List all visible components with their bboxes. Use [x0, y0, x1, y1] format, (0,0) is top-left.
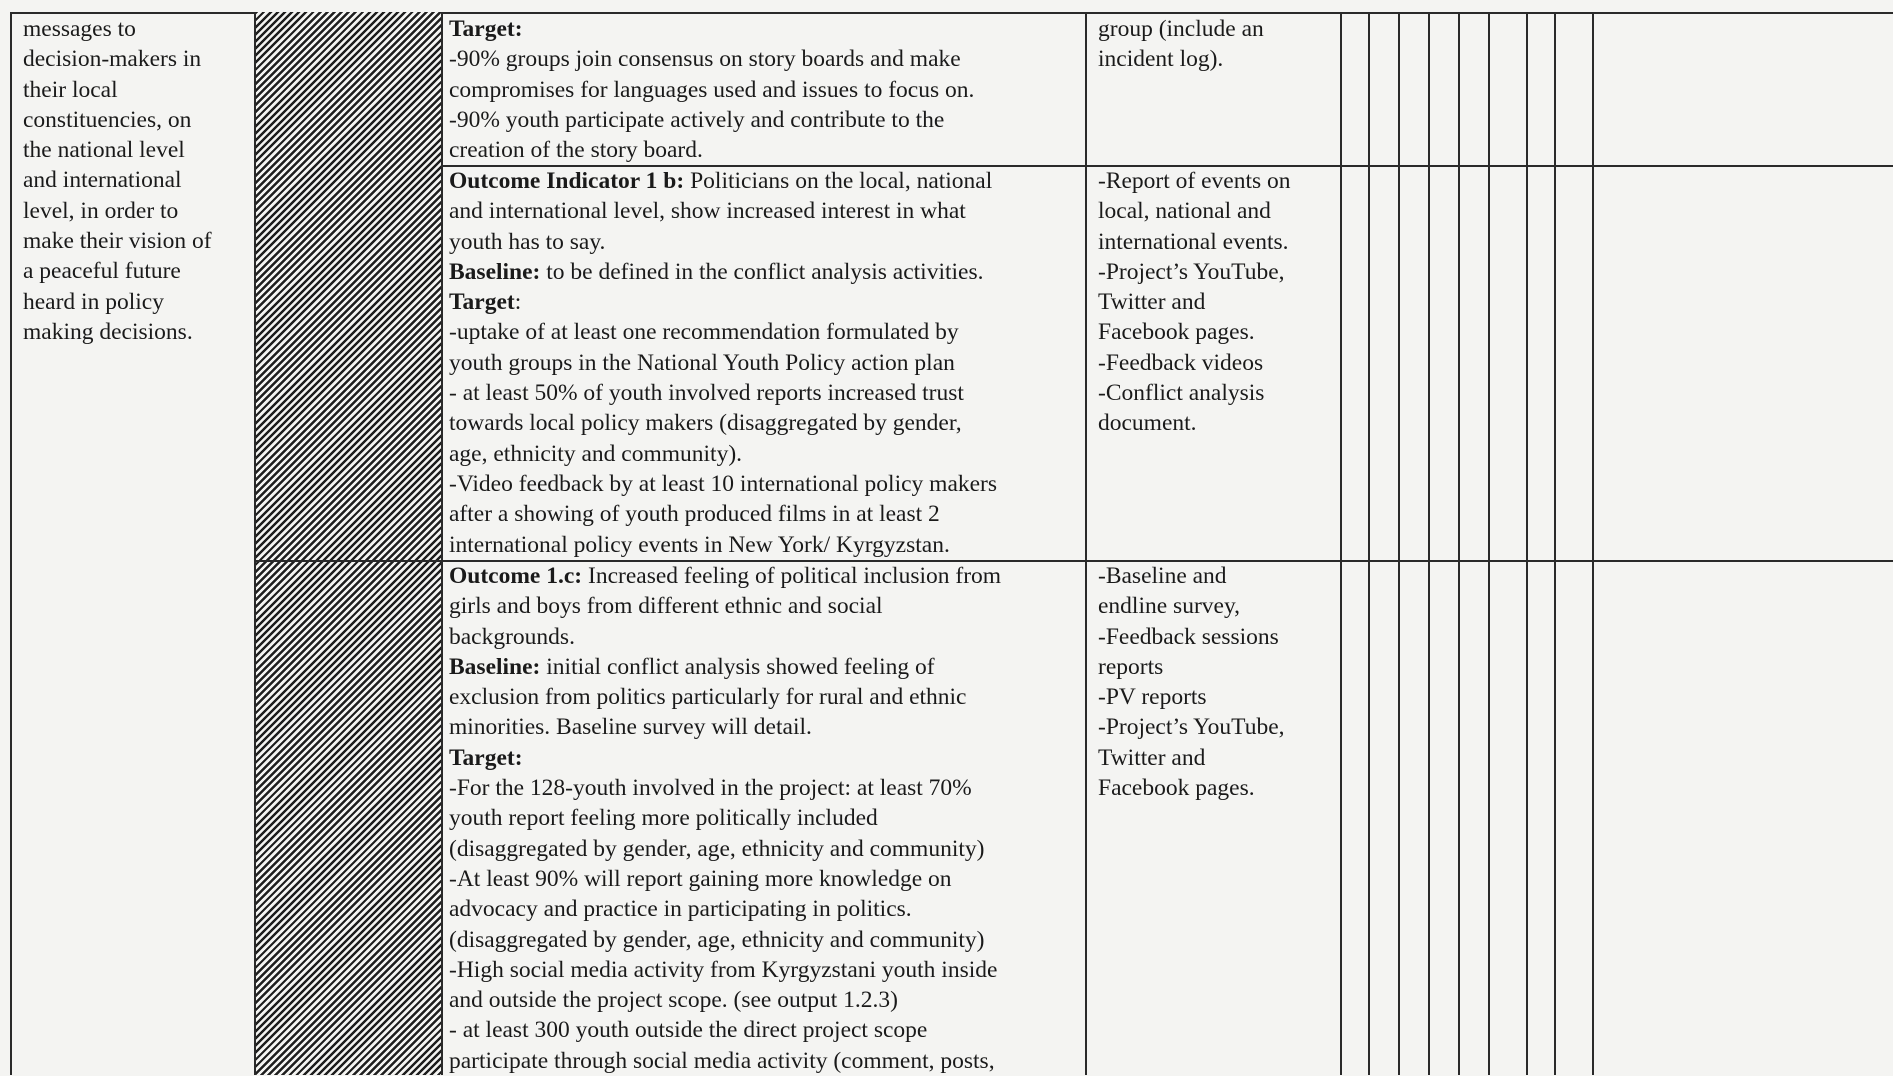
text-line: compromises for languages used and issues to focus on. — [449, 76, 975, 103]
text-line: international policy events in New York/ Kyrgyzstan. — [449, 531, 950, 558]
col-border-5 — [1368, 12, 1370, 1075]
col-border-8 — [1458, 12, 1460, 1075]
text-line: -Project’s YouTube, — [1098, 258, 1285, 285]
text-line: and international level, show increased interest in what — [449, 198, 966, 225]
text-line: -uptake of at least one recommendation formulated by — [449, 319, 959, 346]
col-border-2 — [441, 12, 443, 1075]
target-colon: : — [514, 289, 522, 316]
text-line: make their vision of — [23, 228, 212, 255]
text-line: -For the 128-youth involved in the project: at least 70% — [449, 775, 972, 802]
col-border-7 — [1428, 12, 1430, 1075]
text-line: youth has to say. — [449, 228, 606, 255]
text-line: Twitter and — [1098, 744, 1206, 771]
text-line: -Report of events on — [1098, 168, 1291, 194]
text-line: -Conflict analysis — [1098, 380, 1265, 407]
text-line: -At least 90% will report gaining more knowledge on — [449, 865, 952, 892]
text-line: -PV reports — [1098, 684, 1207, 711]
baseline-label: Baseline: — [449, 258, 541, 285]
col-border-6 — [1398, 12, 1400, 1075]
text-line: their local — [23, 76, 118, 103]
text-line: Twitter and — [1098, 289, 1206, 316]
text-line: making decisions. — [23, 318, 193, 345]
text-line: (disaggregated by gender, age, ethnicity and community) — [449, 835, 985, 862]
col-border-9 — [1488, 12, 1490, 1075]
text-line: age, ethnicity and community). — [449, 440, 743, 467]
text-line: -High social media activity from Kyrgyzstani youth inside — [449, 956, 998, 983]
text-line: after a showing of youth produced films in at least 2 — [449, 501, 940, 528]
row2-indicator-cell — [449, 166, 997, 560]
text-line: a peaceful future — [23, 258, 181, 285]
col-border-1 — [254, 12, 256, 1075]
text-line: towards local policy makers (disaggregated by gender, — [449, 410, 962, 437]
baseline-text: initial conflict analysis showed feeling of — [540, 653, 935, 680]
text-line: -90% groups join consensus on story boards and make — [449, 46, 961, 73]
baseline-text: to be defined in the conflict analysis activities. — [540, 258, 984, 285]
col-border-11 — [1554, 12, 1556, 1075]
text-line: document. — [1098, 410, 1197, 437]
row3-outcome-cell — [449, 561, 1001, 1076]
col-border-10 — [1526, 12, 1528, 1075]
indicator-text: Politicians on the local, national — [684, 168, 993, 194]
outcome-statement-cell — [23, 14, 212, 347]
text-line: -Feedback sessions — [1098, 623, 1279, 650]
text-line: and international — [23, 167, 182, 194]
text-line: participate through social media activity (comment, posts, — [449, 1047, 995, 1074]
text-line: exclusion from politics particularly for rural and ethnic — [449, 684, 967, 711]
text-line: incident log). — [1098, 46, 1224, 73]
text-line: -Project’s YouTube, — [1098, 714, 1285, 741]
text-line: -Baseline and — [1098, 563, 1227, 589]
col-border-12 — [1592, 12, 1594, 1075]
text-line: reports — [1098, 653, 1164, 680]
text-line: local, national and — [1098, 198, 1271, 225]
col-border-3 — [1085, 12, 1087, 1075]
text-line: group (include an — [1098, 16, 1264, 42]
text-line: the national level — [23, 137, 185, 164]
text-line: Facebook pages. — [1098, 319, 1255, 346]
col-border-4 — [1340, 12, 1342, 1075]
text-line: minorities. Baseline survey will detail. — [449, 714, 812, 741]
text-line: -Video feedback by at least 10 international policy makers — [449, 470, 998, 497]
text-line: -90% youth participate actively and contribute to the — [449, 106, 945, 133]
row3-verification-cell — [1098, 561, 1285, 803]
text-line: and outside the project scope. (see output 1.2.3) — [449, 987, 898, 1014]
text-line: heard in policy — [23, 288, 164, 315]
text-line: backgrounds. — [449, 623, 575, 650]
indicator-label: Outcome Indicator 1 b: — [449, 168, 685, 194]
col-border-left — [10, 12, 12, 1075]
text-line: - at least 300 youth outside the direct project scope — [449, 1017, 928, 1044]
text-line: level, in order to — [23, 197, 179, 224]
target-label: Target: — [449, 744, 523, 771]
text-line: youth groups in the National Youth Policy action plan — [449, 349, 955, 376]
target-label: Target — [449, 289, 515, 316]
text-line: (disaggregated by gender, age, ethnicity and community) — [449, 926, 985, 953]
text-line: - at least 50% of youth involved reports increased trust — [449, 380, 964, 407]
text-line: youth report feeling more politically included — [449, 805, 878, 832]
text-line: Facebook pages. — [1098, 775, 1255, 802]
text-line: endline survey, — [1098, 593, 1241, 620]
row1-indicator-cell — [449, 14, 974, 165]
text-line: advocacy and practice in participating in politics. — [449, 896, 912, 923]
text-line: -Feedback videos — [1098, 349, 1264, 376]
target-label: Target: — [449, 16, 523, 42]
outcome-label: Outcome 1.c: — [449, 563, 583, 589]
hatched-column — [255, 12, 442, 1075]
text-line: creation of the story board. — [449, 137, 703, 164]
baseline-label: Baseline: — [449, 653, 541, 680]
text-line: international events. — [1098, 228, 1289, 255]
text-line: messages to — [23, 16, 136, 42]
text-line: constituencies, on — [23, 106, 192, 133]
row2-verification-cell — [1098, 166, 1291, 439]
row1-verification-cell — [1098, 14, 1264, 75]
text-line: girls and boys from different ethnic and social — [449, 593, 883, 620]
outcome-text: Increased feeling of political inclusion from — [582, 563, 1002, 589]
text-line: decision-makers in — [23, 46, 202, 73]
